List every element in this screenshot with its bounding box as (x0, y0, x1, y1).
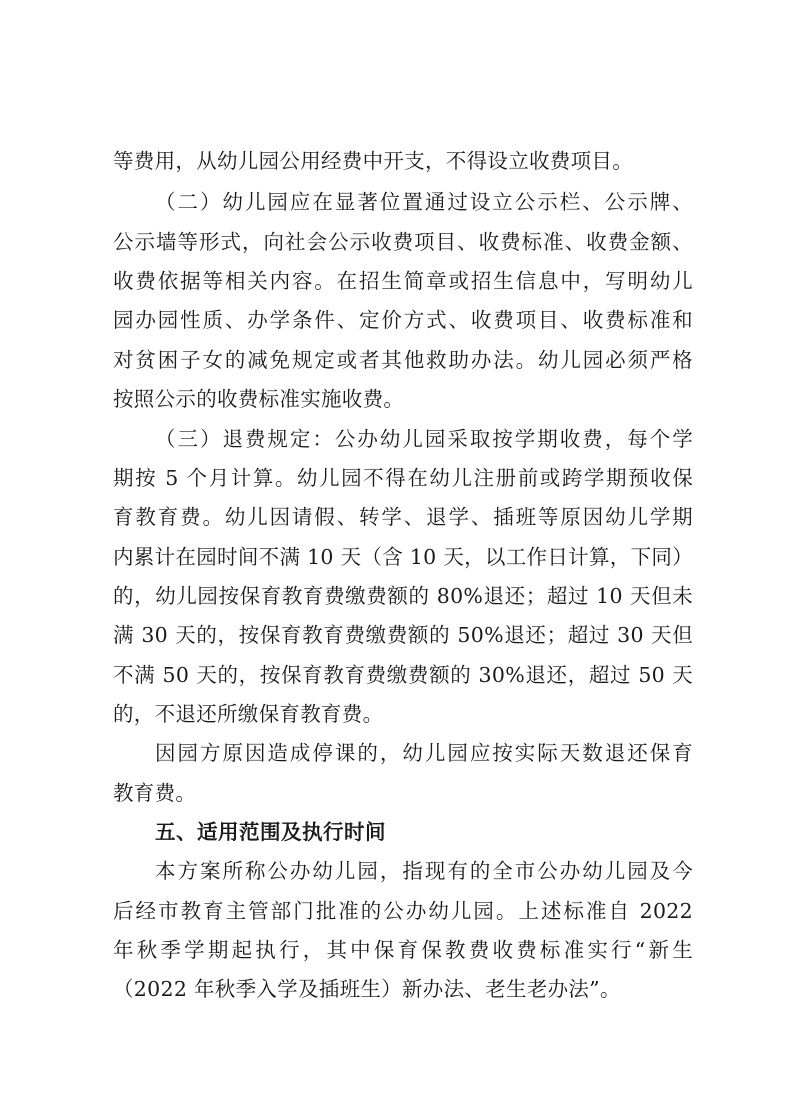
paragraph-line: 园办园性质、办学条件、定价方式、收费项目、收费标准和 (113, 308, 693, 332)
paragraph-line: 后经市教育主管部门批准的公办幼儿园。上述标准自 2022 (113, 899, 693, 923)
paragraph-line: 对贫困子女的减免规定或者其他救助办法。幼儿园必须严格 (113, 348, 693, 372)
paragraph-line: （三）退费规定：公办幼儿园采取按学期收费，每个学 (155, 427, 693, 451)
paragraph-line: （2022 年秋季入学及插班生）新办法、老生老办法”。 (113, 977, 621, 1001)
paragraph-line: 的，不退还所缴保育教育费。 (113, 702, 384, 726)
paragraph-line: 因园方原因造成停课的，幼儿园应按实际天数退还保育 (155, 741, 693, 765)
paragraph-line: 等费用，从幼儿园公用经费中开支，不得设立收费项目。 (113, 149, 633, 173)
paragraph-line: 教育费。 (113, 781, 197, 805)
paragraph-line: 不满 50 天的，按保育教育费缴费额的 30%退还，超过 50 天 (113, 663, 693, 687)
paragraph-line: 满 30 天的，按保育教育费缴费额的 50%退还；超过 30 天但 (113, 623, 693, 647)
paragraph-line: 期按 5 个月计算。幼儿园不得在幼儿注册前或跨学期预收保 (113, 466, 693, 490)
paragraph-line: 收费依据等相关内容。在招生简章或招生信息中，写明幼儿 (113, 269, 693, 293)
paragraph-line: 育教育费。幼儿因请假、转学、退学、插班等原因幼儿学期 (113, 505, 693, 529)
paragraph-line: 本方案所称公办幼儿园，指现有的全市公办幼儿园及今 (155, 859, 693, 883)
paragraph-line: 按照公示的收费标准实施收费。 (113, 387, 405, 411)
paragraph-line: 公示墙等形式，向社会公示收费项目、收费标准、收费金额、 (113, 230, 693, 254)
paragraph-line: 内累计在园时间不满 10 天（含 10 天，以工作日计算，下同） (113, 545, 693, 569)
paragraph-line: （二）幼儿园应在显著位置通过设立公示栏、公示牌、 (155, 190, 693, 214)
paragraph-line: 的，幼儿园按保育教育费缴费额的 80%退还；超过 10 天但未 (113, 584, 693, 608)
paragraph-line: 年秋季学期起执行，其中保育保教费收费标准实行“新生 (113, 938, 693, 962)
section-heading: 五、适用范围及执行时间 (155, 820, 386, 844)
